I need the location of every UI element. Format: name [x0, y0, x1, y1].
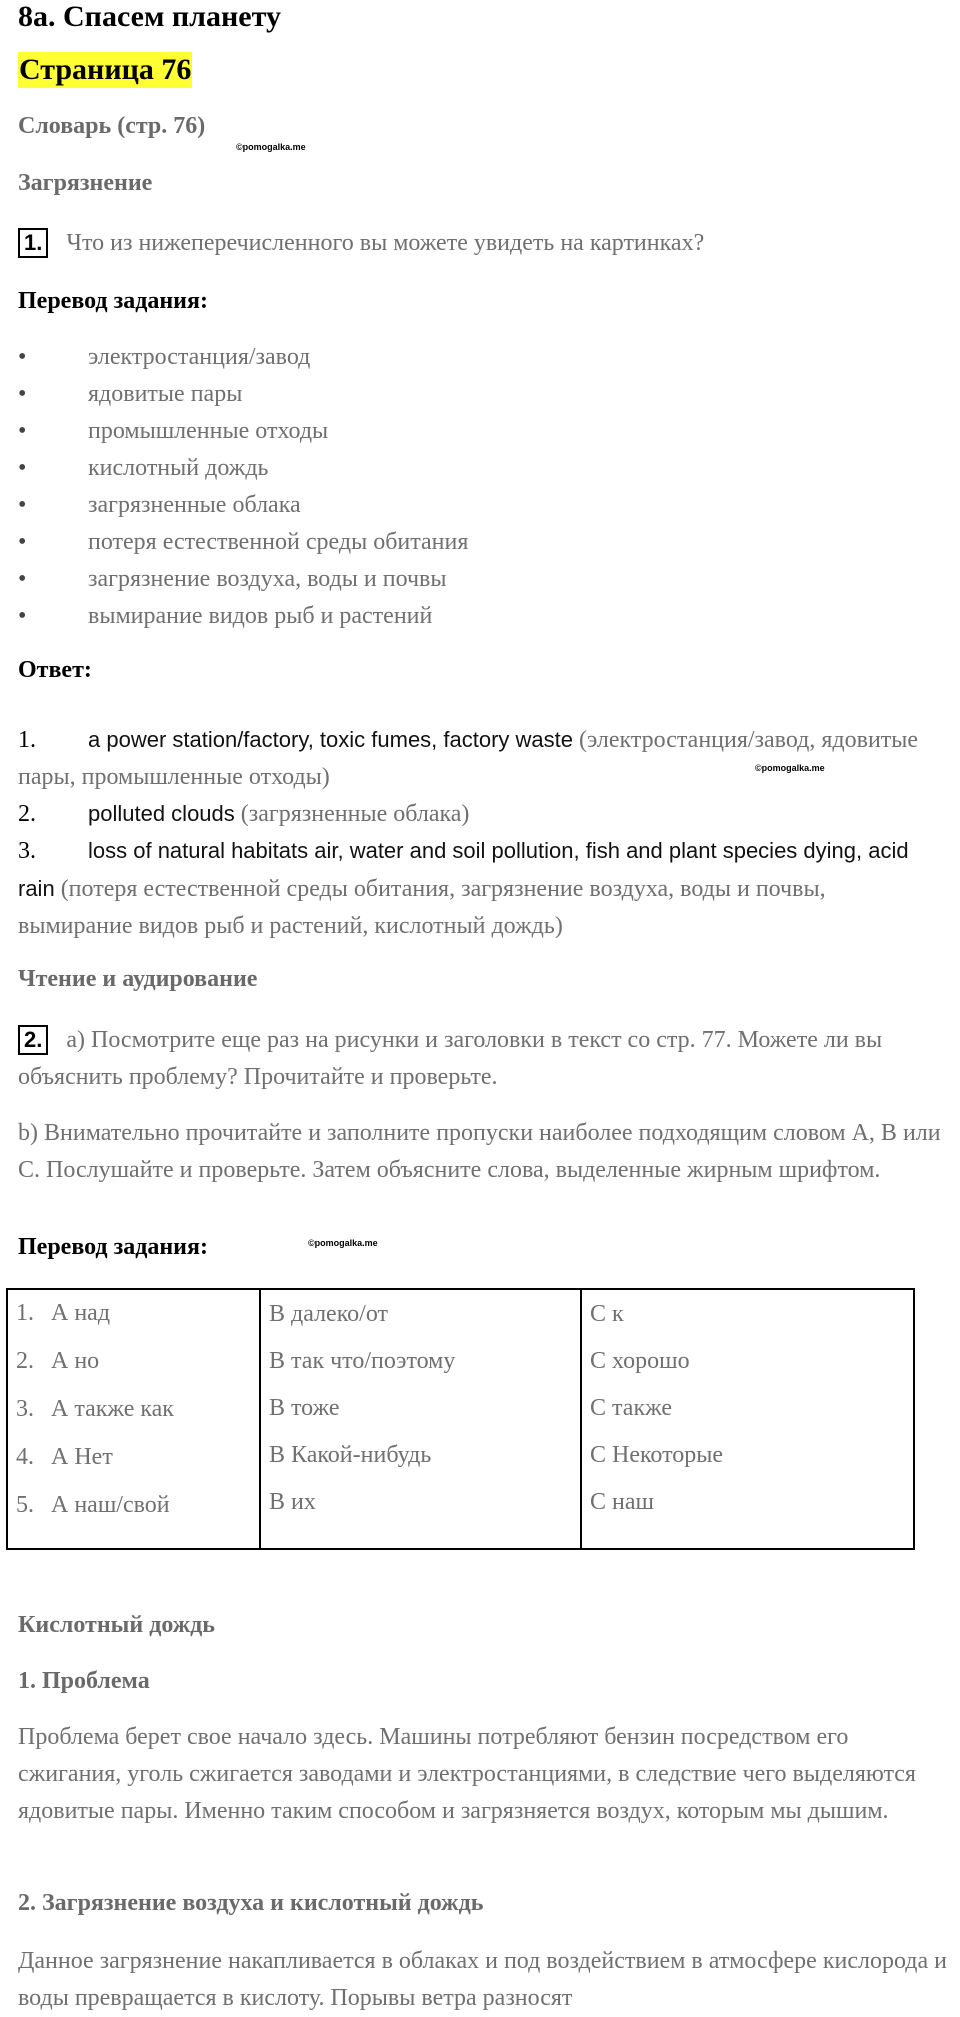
task-b: b) Внимательно прочитайте и заполните пропуски наиболее подходящим словом A, B или C. Послушайте и проверьте. Затем объясните слова, выделенные жирным шрифтом.	[18, 1120, 941, 1183]
page-number-highlight: Страница 76	[19, 53, 192, 86]
watermark: ©pomogalka.me	[755, 763, 825, 773]
section-1-heading: 1. Проблема	[18, 1668, 150, 1694]
list-item: • загрязненные облака	[18, 492, 301, 518]
table-cell: 2. А но	[16, 1348, 100, 1374]
list-item: • потеря естественной среды обитания	[18, 529, 469, 555]
table-cell: В тоже	[269, 1395, 340, 1421]
list-item: • электростанция/завод	[18, 344, 311, 370]
table-column-b	[260, 1289, 581, 1549]
list-item: • загрязнение воздуха, воды и почвы	[18, 566, 447, 592]
translation-table	[6, 1288, 915, 1550]
table-cell: С наш	[590, 1489, 654, 1515]
exercise-number-box: 2.	[18, 1025, 48, 1055]
text-title: Кислотный дождь	[18, 1612, 215, 1638]
table-cell: В далеко/от	[269, 1301, 388, 1327]
task-a: 2. a) Посмотрите еще раз на рисунки и заголовки в текст со стр. 77. Можете ли вы объяснить проблему? Прочитайте и проверьте.	[18, 1027, 883, 1090]
list-item: • промышленные отходы	[18, 418, 329, 444]
table-cell: С к	[590, 1301, 624, 1327]
table-cell: С также	[590, 1395, 673, 1421]
watermark: ©pomogalka.me	[308, 1238, 378, 1248]
table-cell: 3. А также как	[16, 1396, 174, 1422]
list-item: • ядовитые пары	[18, 381, 243, 407]
answer-item: 1. a power station/factory, toxic fumes, factory waste (электростанция/завод, ядовитые пары, промышленные отходы)	[18, 727, 919, 790]
answer-heading: Ответ:	[18, 657, 92, 683]
vocabulary-heading: Словарь (стр. 76)	[18, 113, 206, 139]
vocabulary-list	[18, 339, 468, 635]
list-item: • кислотный дождь	[18, 455, 269, 481]
topic-heading: Загрязнение	[18, 170, 153, 196]
table-cell: С Некоторые	[590, 1442, 724, 1468]
translation-heading: Перевод задания:	[18, 1234, 208, 1260]
question-text: Что из нижеперечисленного вы можете увидеть на картинках?	[66, 230, 705, 256]
table-cell: 5. А наш/свой	[16, 1492, 170, 1518]
exercise-number-box: 1.	[18, 228, 48, 258]
section-1-body: Проблема берет свое начало здесь. Машины потребляют бензин посредством его сжигания, уголь сжигается заводами и электростанциями, в следствие чего выделяются ядовитые пары. Именно таким способом и загрязняется воздух, которым мы дышим.	[18, 1724, 916, 1824]
table-cell: С хорошо	[590, 1348, 690, 1374]
page-title: 8a. Спасем планету	[18, 0, 281, 33]
list-item: • вымирание видов рыб и растений	[18, 603, 433, 629]
section-2-heading: 2. Загрязнение воздуха и кислотный дождь	[18, 1890, 484, 1916]
watermark: ©pomogalka.me	[236, 142, 306, 152]
table-cell: В Какой-нибудь	[269, 1442, 432, 1468]
table-column-c	[581, 1289, 914, 1549]
table-column-a	[7, 1289, 260, 1549]
table-cell: В их	[269, 1489, 316, 1515]
reading-heading: Чтение и аудирование	[18, 966, 258, 992]
table-cell: В так что/поэтому	[269, 1348, 456, 1374]
translation-heading: Перевод задания:	[18, 288, 208, 314]
answer-item: 3. loss of natural habitats air, water and soil pollution, fish and plant species dying, acid rain (потеря естественной среды обитания, загрязнение воздуха, воды и почвы, вымирание видов рыб и растений, кислотный дождь)	[18, 838, 909, 939]
answer-item: 2. polluted clouds (загрязненные облака)	[18, 801, 470, 827]
table-cell: 4. А Нет	[16, 1444, 113, 1470]
section-2-body: Данное загрязнение накапливается в облаках и под воздействием в атмосфере кислорода и воды превращается в кислоту. Порывы ветра разносят	[18, 1948, 947, 2011]
exercise-1-question	[18, 225, 704, 262]
table-cell: 1. А над	[16, 1300, 111, 1326]
